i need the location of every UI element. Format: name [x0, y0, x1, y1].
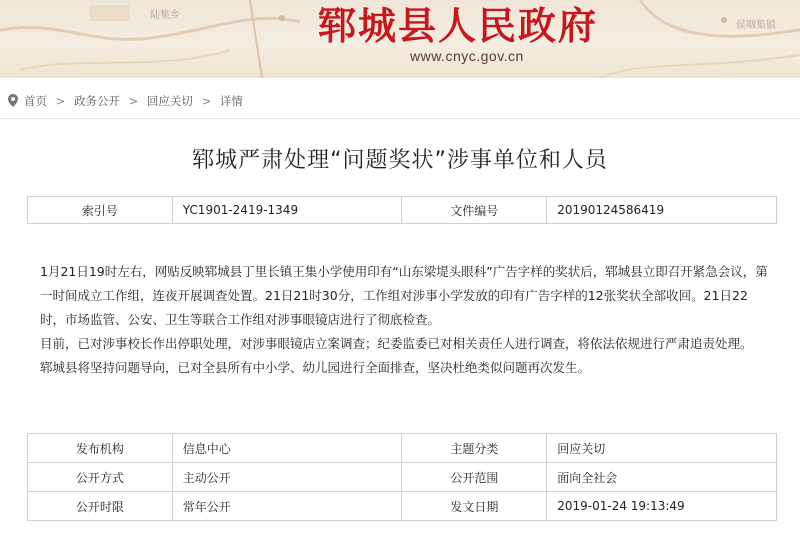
doc-number-value: 20190124586419	[547, 197, 777, 224]
breadcrumb-government-affairs[interactable]: 政务公开	[73, 94, 120, 108]
meta-table	[27, 196, 777, 224]
article-body	[40, 260, 770, 380]
topic-value: 回应关切	[547, 434, 777, 463]
breadcrumb	[0, 84, 800, 119]
site-url[interactable]: www.cnyc.gov.cn	[410, 48, 524, 64]
doc-number-label: 文件编号	[402, 197, 547, 224]
article-paragraph: 目前，已对涉事校长作出停职处理，对涉事眼镜店立案调查；纪委监委已对相关责任人进行调查，将依法依规进行严肃追责处理。	[40, 336, 753, 351]
open-scope-value: 面向全社会	[547, 463, 777, 492]
article-title: 郓城严肃处理“问题奖状”涉事单位和人员	[192, 148, 608, 173]
publication-info-table	[27, 433, 777, 521]
header-banner	[0, 0, 800, 78]
site-title[interactable]: 郓城县人民政府	[318, 3, 599, 48]
open-period-value: 常年公开	[172, 492, 402, 521]
table-row	[28, 434, 777, 463]
topic-label: 主题分类	[402, 434, 547, 463]
breadcrumb-details: 详情	[219, 94, 243, 108]
open-mode-label: 公开方式	[28, 463, 173, 492]
table-row	[28, 492, 777, 521]
publisher-value: 信息中心	[172, 434, 402, 463]
breadcrumb-home[interactable]: 首页	[24, 94, 47, 108]
location-pin-icon	[8, 94, 18, 107]
breadcrumb-separator: >	[55, 94, 66, 108]
breadcrumb-separator: >	[128, 94, 139, 108]
publish-date-value: 2019-01-24 19:13:49	[547, 492, 777, 521]
breadcrumb-responses[interactable]: 回应关切	[146, 94, 193, 108]
index-label: 索引号	[28, 197, 173, 224]
article-paragraph: 1月21日19时左右，网贴反映郓城县丁里长镇王集小学使用印有“山东梁堤头眼科”广告字样的奖状后，郓城县立即召开紧急会议，第一时间成立工作组，连夜开展调查处置。21日21时30分，工作组对涉事小学发放的印有广告字样的12张奖状全部收回。21日22时，市场监管、公安、卫生等联合工作组对涉事眼镜店进行了彻底检查。	[40, 264, 768, 327]
table-row	[28, 197, 777, 224]
index-value: YC1901-2419-1349	[172, 197, 402, 224]
map-label: 陆集乡	[150, 10, 180, 21]
open-scope-label: 公开范围	[402, 463, 547, 492]
map-label: 侯咽集镇	[736, 20, 776, 31]
article-paragraph: 郓城县将坚持问题导向，已对全县所有中小学、幼儿园进行全面排查，坚决杜绝类似问题再次发生。	[40, 360, 591, 375]
open-period-label: 公开时限	[28, 492, 173, 521]
publisher-label: 发布机构	[28, 434, 173, 463]
breadcrumb-separator: >	[201, 94, 212, 108]
publish-date-label: 发文日期	[402, 492, 547, 521]
open-mode-value: 主动公开	[172, 463, 402, 492]
table-row	[28, 463, 777, 492]
